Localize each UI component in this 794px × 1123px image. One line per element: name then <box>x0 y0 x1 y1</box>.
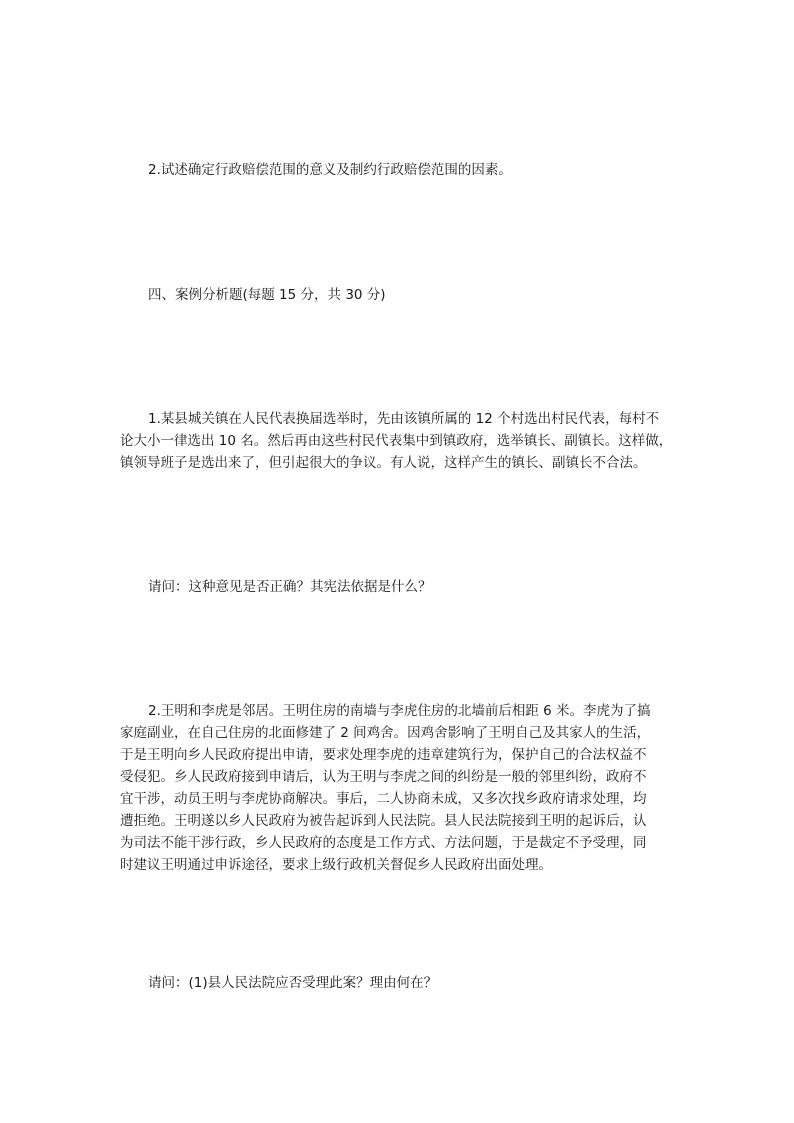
case-2-line-8: 时建议王明通过申诉途径，要求上级行政机关督促乡人民政府出面处理。 <box>120 857 552 873</box>
case-1-line-3: 镇领导班子是选出来了，但引起很大的争议。有人说，这样产生的镇长、副镇长不合法。 <box>120 455 647 471</box>
case-2-line-7: 为司法不能干涉行政，乡人民政府的态度是工作方式、方法问题，于是裁定不予受理，同 <box>120 835 647 851</box>
case-2-line-1: 2.王明和李虎是邻居。王明住房的南墙与李虎住房的北墙前后相距 6 米。李虎为了搞 <box>148 703 651 719</box>
section-heading-case-analysis: 四、案例分析题(每题 15 分，共 30 分) <box>148 287 386 303</box>
essay-question-2: 2.试述确定行政赔偿范围的意义及制约行政赔偿范围的因素。 <box>148 162 512 178</box>
case-1-line-2: 论大小一律选出 10 名。然后再由这些村民代表集中到镇政府，选举镇长、副镇长。这样做， <box>120 433 673 449</box>
case-1-line-1: 1.某县城关镇在人民代表换届选举时，先由该镇所属的 12 个村选出村民代表，每村不 <box>148 411 660 427</box>
case-2-line-3: 于是王明向乡人民政府提出申请，要求处理李虎的违章建筑行为，保护自己的合法权益不 <box>120 747 647 763</box>
case-2-line-6: 遭拒绝。王明遂以乡人民政府为被告起诉到人民法院。县人民法院接到王明的起诉后，认 <box>120 813 647 829</box>
case-2-line-2: 家庭副业，在自己住房的北面修建了 2 间鸡舍。因鸡舍影响了王明自己及其家人的生活， <box>120 725 651 741</box>
case-1-question: 请问：这种意见是否正确？其宪法依据是什么？ <box>148 579 432 595</box>
case-2-line-4: 受侵犯。乡人民政府接到申请后，认为王明与李虎之间的纠纷是一般的邻里纠纷，政府不 <box>120 769 647 785</box>
case-2-line-5: 宜干涉，动员王明与李虎协商解决。事后，二人协商未成，又多次找乡政府请求处理，均 <box>120 791 647 807</box>
case-2-question: 请问：(1)县人民法院应否受理此案？理由何在？ <box>148 975 438 991</box>
